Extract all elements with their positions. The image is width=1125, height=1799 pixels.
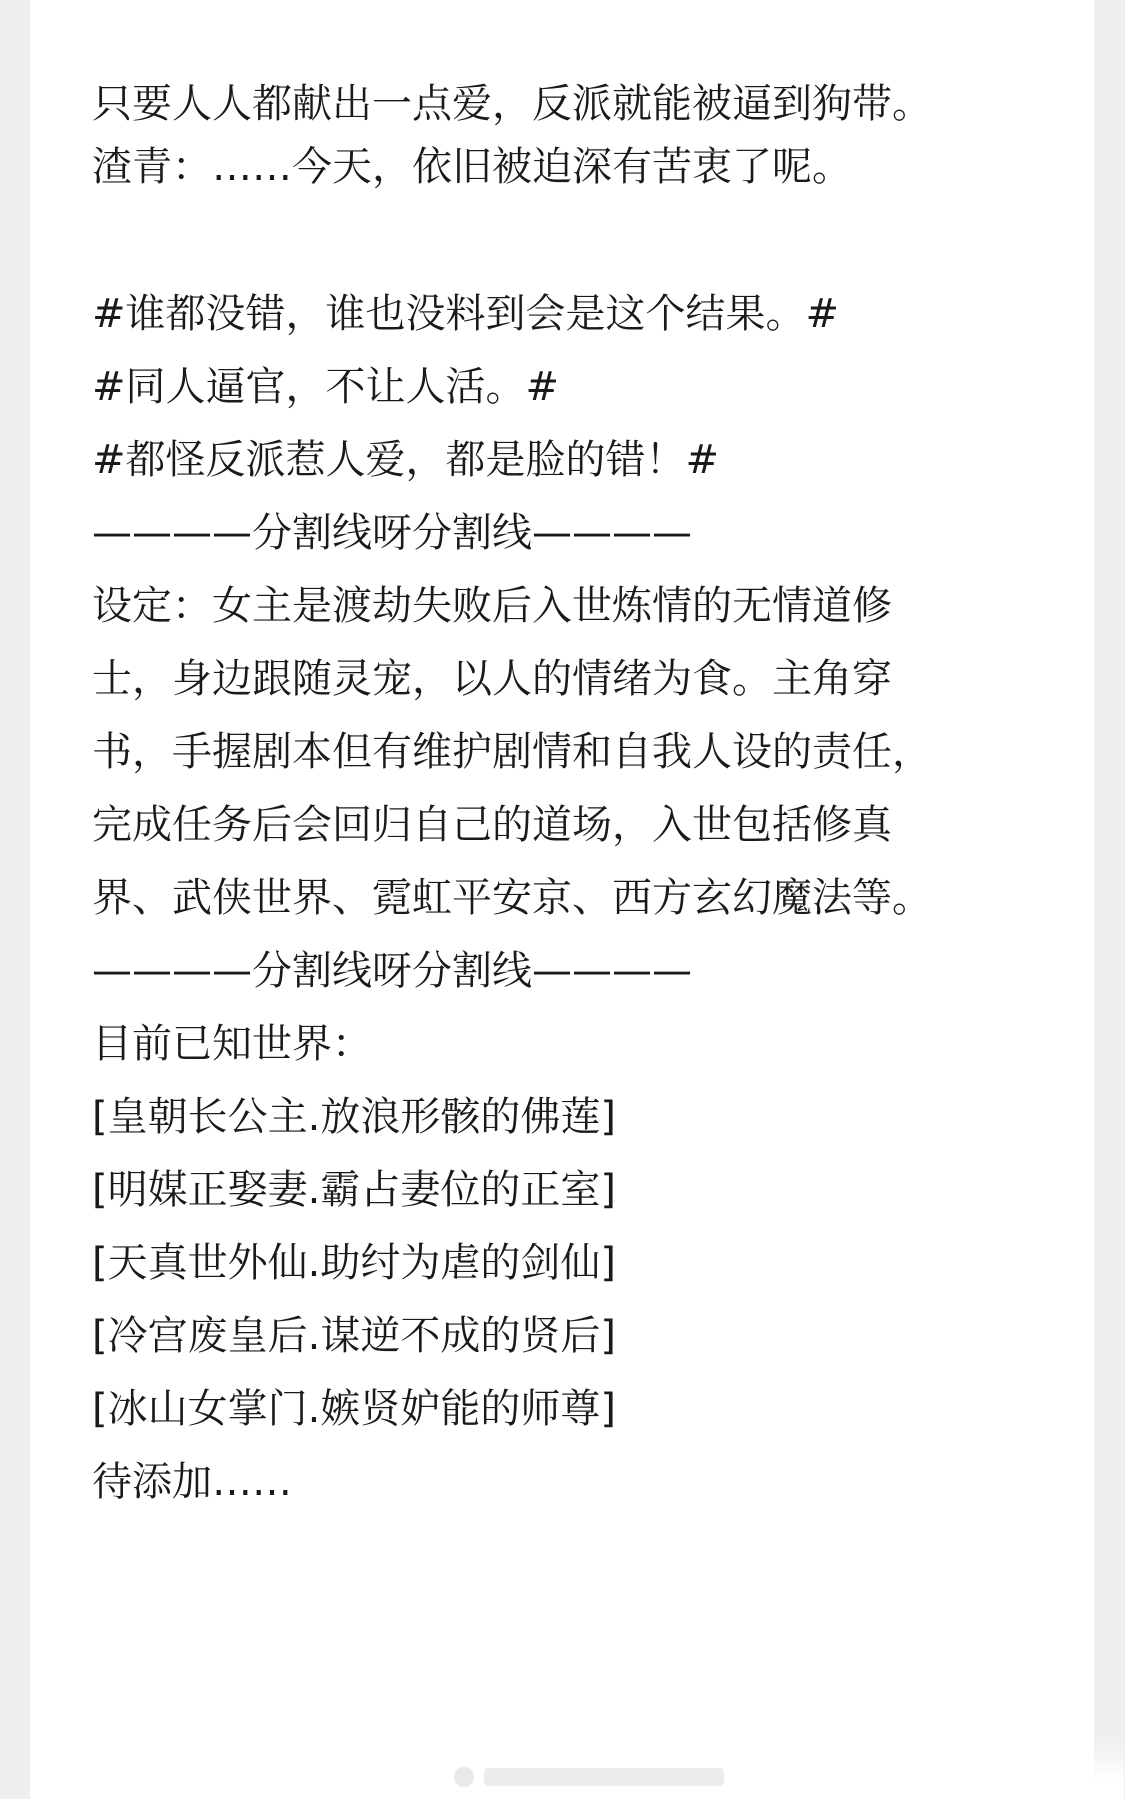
divider-line: ————分割线呀分割线———— (92, 948, 692, 994)
hashtag-line: #都怪反派惹人爱，都是脸的错！# (92, 437, 720, 483)
world-item: [冷宫废皇后.谋逆不成的贤后] (92, 1313, 616, 1359)
setting-line: 界、武侠世界、霓虹平安京、西方玄幻魔法等。 (92, 875, 932, 921)
worlds-heading: 目前已知世界： (92, 1021, 372, 1067)
text-line: 只要人人都献出一点爱，反派就能被逼到狗带。 (92, 81, 932, 127)
world-item: [皇朝长公主.放浪形骸的佛莲] (92, 1094, 616, 1140)
setting-line: 设定：女主是渡劫失败后入世炼情的无情道修 (92, 583, 892, 629)
text-line: 待添加…… (92, 1459, 292, 1505)
world-item: [冰山女掌门.嫉贤妒能的师尊] (92, 1386, 616, 1432)
setting-line: 书，手握剧本但有维护剧情和自我人设的责任， (92, 729, 932, 775)
setting-line: 完成任务后会回归自己的道场，入世包括修真 (92, 802, 892, 848)
watermark-icon (450, 1762, 740, 1792)
world-item: [天真世外仙.助纣为虐的剑仙] (92, 1240, 616, 1286)
document-page (30, 0, 1094, 1799)
hashtag-line: #同人逼官，不让人活。# (92, 364, 560, 410)
setting-line: 士，身边跟随灵宠，以人的情绪为食。主角穿 (92, 656, 892, 702)
world-item: [明媒正娶妻.霸占妻位的正室] (92, 1167, 616, 1213)
hashtag-line: #谁都没错，谁也没料到会是这个结果。# (92, 291, 840, 337)
text-line: 渣青：……今天，依旧被迫深有苦衷了呢。 (92, 144, 852, 190)
divider-line: ————分割线呀分割线———— (92, 510, 692, 556)
